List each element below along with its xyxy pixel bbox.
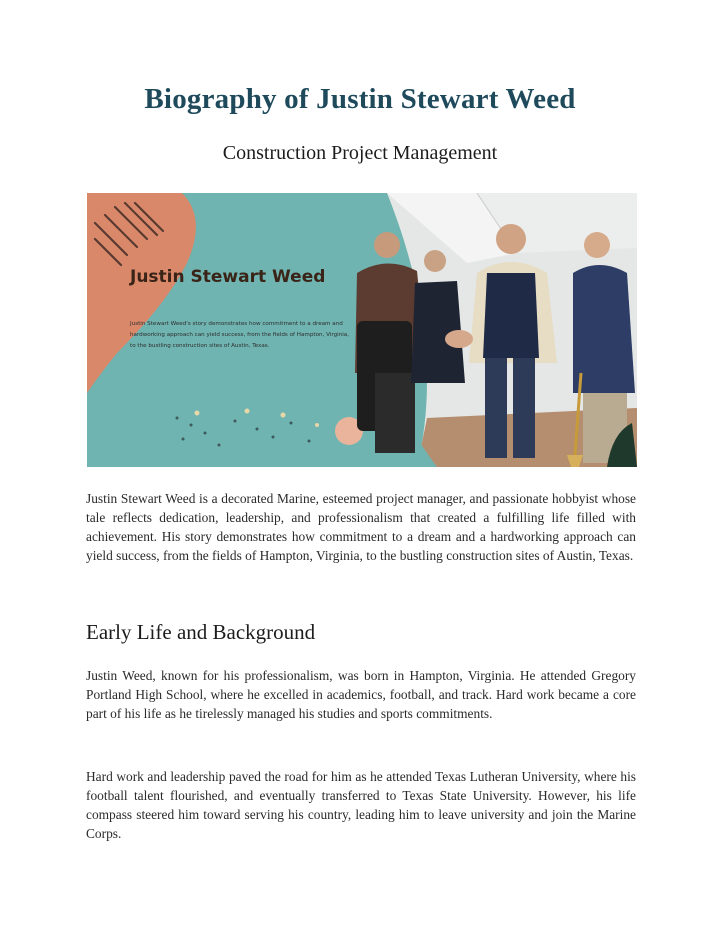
banner-image [87,193,637,467]
section-heading: Early Life and Background [86,620,316,644]
document-title: Biography of Justin Stewart Weed [144,83,576,115]
banner-heading: Justin Stewart Weed [130,267,326,287]
intro-paragraph: Justin Stewart Weed is a decorated Marine, esteemed project manager, and passionate hobbyist whose tale reflects dedication, leadership, and professionalism that created a fulfilling life filled with achievement. His story demonstrates how commitment to a dream and a hardworking approach can yield success, from the fields of Hampton, Virginia, to the bustling construction sites of Austin, Texas. [86,491,636,563]
paragraph: Justin Weed, known for his professionalism, was born in Hampton, Virginia. He attended Gregory Portland High School, where he excelled in academics, football, and track. Hard work became a core part of his life as he tirelessly managed his studies and sports commitments. [86,668,636,721]
paragraph: Hard work and leadership paved the road for him as he attended Texas Lutheran University, where his football talent flourished, and eventually transferred to Texas State University. However, his life compass steered him toward serving his country, leading him to leave university and join the Marine Corps. [86,769,636,841]
document-subtitle: Construction Project Management [222,142,498,164]
banner-blurb: Justin Stewart Weed's story demonstrates how commitment to a dream and hardworking approach can yield success, from the fields of Hampton, Virginia, to the bustling construction sites of Austin, Texas. [130,321,350,349]
